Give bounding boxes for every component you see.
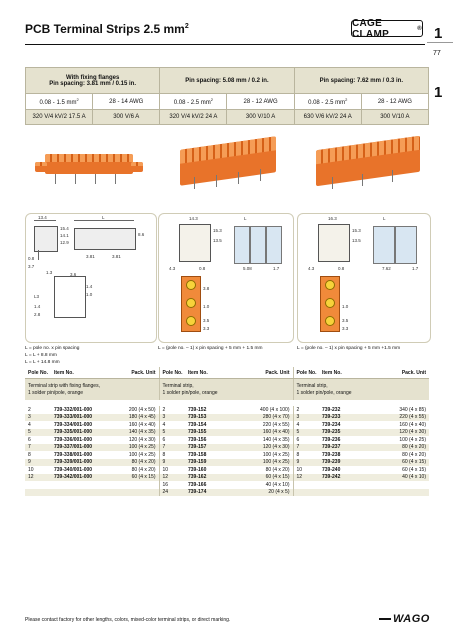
cell-item: 739-152	[188, 406, 207, 413]
cell-item: 739-159	[185, 459, 247, 467]
cell-pack: 120 (4 x 30)	[381, 429, 429, 437]
col-pole: Pole No.	[25, 367, 51, 379]
cell-item: 739-338/001-000	[54, 451, 93, 458]
dim-label: 15.3	[213, 228, 222, 233]
cell-pack: 280 (4 x 70)	[247, 414, 293, 422]
cell-pole: 3	[293, 414, 319, 422]
cell-pack: 40 (4 x 10)	[247, 481, 293, 489]
table-row	[25, 429, 429, 437]
ordering-table	[25, 367, 429, 496]
table-row	[25, 414, 429, 422]
cell-pack: 60 (4 x 15)	[402, 466, 426, 473]
page-number: 77	[433, 50, 441, 57]
cell-pole: 12	[25, 474, 51, 482]
page-title	[25, 22, 189, 36]
cell-pole: 4	[28, 421, 31, 428]
table-row	[25, 466, 429, 474]
dim-label: 3.7	[28, 264, 35, 269]
cell-item: 739-242	[319, 474, 381, 482]
clamp-opening	[186, 316, 196, 326]
cell-pack: 100 (4 x 25)	[247, 459, 293, 467]
cell-pack: 80 (4 x 20)	[402, 451, 426, 458]
cell-pack: 120 (4 x 30)	[117, 436, 159, 444]
side-view	[34, 226, 58, 252]
cell-pole	[25, 481, 51, 489]
dim-label: 0.8	[199, 266, 206, 271]
dim-label: 12.9	[60, 240, 69, 245]
desc-line: 1 solder pin/pole, orange	[28, 389, 84, 396]
cell-item: 739-232	[322, 406, 341, 413]
cell-item	[51, 481, 117, 489]
table-row	[25, 436, 429, 444]
side-view	[179, 224, 211, 262]
cell-pack: 140 (4 x 35)	[247, 436, 293, 444]
cell-pack: 200 (4 x 50)	[117, 406, 159, 414]
cell-item: 739-166	[188, 481, 207, 488]
spec-ul-3: 300 V/10 A	[361, 110, 428, 125]
desc-line: 1 solder pin/pole, orange	[296, 389, 352, 396]
cell-pole: 12	[293, 474, 319, 482]
dim-label: 4.3	[308, 266, 315, 271]
description-row	[25, 379, 429, 401]
cell-item: 739-240	[322, 466, 341, 473]
pcb-layout	[54, 276, 86, 318]
cage-clamp-logo	[351, 17, 423, 40]
cell-pack	[381, 489, 429, 497]
spec-rating-3: 630 V/6 kV/2 24 A	[294, 110, 361, 125]
dim-label: 3.6	[70, 272, 77, 277]
cell-item: 739-157	[185, 444, 247, 452]
spec-mm-sup-2: 2	[210, 97, 214, 102]
cell-item: 739-336/001-000	[54, 436, 93, 443]
cell-pack: 120 (4 x 30)	[247, 444, 293, 452]
cell-pack: 80 (4 x 20)	[117, 459, 159, 467]
dim-label: 1.4	[86, 284, 93, 289]
dim-label: 1.7	[273, 266, 280, 271]
cell-pole: 2	[296, 406, 300, 413]
cell-pack	[117, 489, 159, 497]
dim-label: 3.81	[112, 254, 121, 259]
formula-text: L = L + 8.8 mm	[25, 353, 57, 358]
spec-group-2-title: Pin spacing: 5.08 mm / 0.2 in.	[160, 68, 294, 94]
formula-left	[25, 345, 79, 366]
desc-2	[159, 379, 293, 401]
photo-pin	[55, 174, 56, 184]
clamp-opening	[325, 280, 335, 290]
col-item: Item No.	[319, 367, 381, 379]
dim-label: 13.5	[213, 238, 222, 243]
dim-label: 1.0	[203, 304, 210, 309]
desc-line: 1 solder pin/pole, orange	[162, 389, 218, 396]
spec-mm-3: 0.08 - 2.5 mm	[308, 100, 346, 106]
cell-item: 739-233	[319, 414, 381, 422]
spec-group-1-title	[26, 68, 160, 94]
cell-item: 739-174	[185, 489, 247, 497]
spec-mm	[26, 94, 93, 110]
table-row	[25, 421, 429, 429]
cell-pole: 3	[159, 414, 185, 422]
cell-item: 739-333/001-000	[51, 414, 117, 422]
dim-label: 0.8	[338, 266, 345, 271]
table-row	[25, 451, 429, 459]
cell-pole: 8	[296, 451, 300, 458]
dim-label: 15.4	[60, 226, 69, 231]
table-row	[25, 459, 429, 467]
cell-pole: 5	[25, 429, 51, 437]
dim-label: 3.3	[203, 326, 210, 331]
cell-item: 739-236	[322, 436, 341, 443]
cell-pack: 60 (4 x 15)	[381, 459, 429, 467]
dim-label: L3	[34, 294, 40, 299]
cell-pole: 6	[28, 436, 31, 443]
cell-pole: 10	[162, 466, 169, 473]
cell-pole: 7	[293, 444, 319, 452]
dim-label: 3.5	[342, 318, 349, 323]
cell-item: 739-156	[188, 436, 207, 443]
section-number: 1	[434, 25, 443, 42]
dim-label: 13.4	[38, 215, 47, 220]
cell-pack: 160 (4 x 40)	[247, 429, 293, 437]
cell-item: 739-335/001-000	[51, 429, 117, 437]
desc-1	[25, 379, 159, 401]
front-cell	[395, 226, 417, 264]
cell-item: 739-332/001-000	[54, 406, 93, 413]
dim-label: 3.3	[342, 326, 349, 331]
desc-line: Terminal strip,	[162, 383, 194, 389]
dimension-drawing-flanged	[25, 213, 157, 343]
footer-note: Please contact factory for other lengths, colors, mixed-color terminal strips, or direct marking.	[25, 617, 231, 623]
col-item: Item No.	[185, 367, 247, 379]
clamp-opening	[325, 298, 335, 308]
product-photo-5mm	[172, 137, 284, 195]
cell-item: 739-154	[188, 421, 207, 428]
cell-pole: 6	[162, 436, 166, 443]
cell-pole: 3	[25, 414, 51, 422]
cell-pole: 2	[28, 406, 31, 413]
cell-pack: 80 (4 x 20)	[117, 466, 159, 474]
photo-pin	[260, 169, 261, 181]
spec-mm	[160, 94, 227, 110]
dim-label: 3.5	[203, 318, 210, 323]
spec-rating-2: 320 V/4 kV/2 24 A	[160, 110, 227, 125]
cell-pack: 160 (4 x 40)	[399, 421, 426, 428]
cell-pole	[293, 481, 319, 489]
dim-label: 5.08	[243, 266, 252, 271]
formula-line	[25, 359, 79, 366]
dim-label: 1.0	[342, 304, 349, 309]
table-header-row	[25, 367, 429, 379]
spec-group-3-title: Pin spacing: 7.62 mm / 0.3 in.	[294, 68, 428, 94]
cell-pack: 400 (4 x 100)	[247, 406, 293, 414]
photo-pin	[115, 174, 116, 184]
cell-pack: 40 (4 x 10)	[381, 474, 429, 482]
spec-mm-sup-1: 2	[76, 97, 79, 102]
table-row	[25, 444, 429, 452]
front-cell	[250, 226, 266, 264]
section-tab-divider	[427, 42, 453, 43]
cell-item: 739-337/001-000	[51, 444, 117, 452]
dim-label: 3.81	[86, 254, 95, 259]
photo-pin	[332, 177, 333, 189]
spec-mm	[294, 94, 361, 110]
photo-pin	[75, 174, 76, 184]
dim-line	[74, 220, 134, 221]
front-cell	[266, 226, 282, 264]
photo-flange-left	[35, 162, 47, 172]
spec-header-row	[26, 68, 429, 94]
spec-rating-row	[26, 110, 429, 125]
col-pack: Pack. Unit	[117, 367, 159, 379]
dim-label: 15.3	[352, 228, 361, 233]
cell-item: 739-339/001-000	[51, 459, 117, 467]
cell-pack: 100 (4 x 25)	[247, 451, 293, 459]
spec-wire-row	[26, 94, 429, 110]
spec-mm-sup-3: 2	[345, 97, 348, 102]
front-cell	[234, 226, 250, 264]
dim-label: L	[102, 215, 105, 220]
spec-table	[25, 67, 429, 125]
wago-logo: WAGO	[393, 613, 430, 625]
cell-pack: 180 (4 x 45)	[117, 414, 159, 422]
table-row	[25, 406, 429, 414]
dim-label: 1.0	[86, 292, 93, 297]
spec-group-1-line2: Pin spacing: 3.81 mm / 0.15 in.	[49, 80, 136, 87]
front-cell	[373, 226, 395, 264]
cell-pole: 2	[162, 406, 166, 413]
cell-pole: 8	[162, 451, 166, 458]
cell-pack: 100 (4 x 25)	[117, 451, 159, 459]
table-row	[25, 481, 429, 489]
desc-line: Terminal strip with fixing flanges,	[28, 383, 100, 389]
dim-label: 2.8	[34, 312, 41, 317]
cell-pole: 10	[296, 466, 303, 473]
dim-label: 0.8	[28, 256, 35, 261]
col-pack: Pack. Unit	[381, 367, 429, 379]
logo-text: CAGE CLAMP	[352, 17, 390, 40]
col-pole: Pole No.	[159, 367, 185, 379]
formula-text: L = L + 14.8 mm	[25, 360, 60, 365]
cell-pole: 5	[159, 429, 185, 437]
clamp-opening	[186, 280, 196, 290]
formula-right: L = (pole no. – 1) x pin spacing + 5 mm +1.5 mm	[297, 346, 401, 351]
dim-label: 7.62	[382, 266, 391, 271]
cell-pole	[293, 489, 319, 497]
photo-pin	[216, 175, 217, 187]
dim-label: 1.4	[34, 304, 41, 309]
photo-pin	[194, 177, 195, 189]
spec-awg-3: 28 - 12 AWG	[361, 94, 428, 110]
dimension-drawing-5mm	[158, 213, 294, 343]
cell-pack: 100 (4 x 25)	[117, 444, 159, 452]
cell-item: 739-160	[188, 466, 207, 473]
cell-pole	[25, 489, 51, 497]
photo-pin	[95, 174, 96, 184]
product-photo-flanged	[35, 148, 145, 190]
dim-label: 3.8	[203, 286, 210, 291]
dim-label: 8.6	[138, 232, 145, 237]
cell-pack: 60 (4 x 15)	[117, 474, 159, 482]
cell-item: 739-235	[319, 429, 381, 437]
spec-group-1-line1: With fixing flanges	[66, 74, 120, 81]
col-item: Item No.	[51, 367, 117, 379]
formula-line	[25, 352, 79, 359]
header-rule	[25, 44, 425, 45]
cell-pack: 140 (4 x 35)	[117, 429, 159, 437]
dimension-drawing-7mm	[297, 213, 431, 343]
cell-item	[319, 489, 381, 497]
cell-pole: 7	[159, 444, 185, 452]
cell-pole: 4	[162, 421, 166, 428]
photo-pin	[238, 172, 239, 184]
dim-line	[34, 220, 56, 221]
dim-label: 16.3	[328, 216, 337, 221]
cell-pole: 4	[296, 421, 300, 428]
front-view	[74, 228, 136, 250]
cell-pole: 12	[159, 474, 185, 482]
cell-pole: 7	[25, 444, 51, 452]
logo-sup: ®	[417, 25, 422, 32]
spec-mm-1: 0.08 - 1.5 mm	[39, 100, 77, 106]
spec-ul-1: 300 V/6 A	[93, 110, 160, 125]
cell-pack: 220 (4 x 55)	[247, 421, 293, 429]
cell-pole: 9	[293, 459, 319, 467]
pin-line	[38, 250, 39, 260]
clamp-opening	[325, 316, 335, 326]
dim-label: 4.3	[169, 266, 176, 271]
dim-label: L	[383, 216, 386, 221]
cell-item: 739-340/001-000	[54, 466, 93, 473]
cell-pole: 24	[159, 489, 185, 497]
cell-pack: 340 (4 x 85)	[399, 406, 426, 413]
cell-pole: 5	[293, 429, 319, 437]
cell-pack	[381, 481, 429, 489]
cell-pack: 80 (4 x 20)	[381, 444, 429, 452]
cell-item	[51, 489, 117, 497]
dim-label: 14.1	[60, 233, 69, 238]
cell-item: 739-234	[322, 421, 341, 428]
cell-pole: 6	[296, 436, 300, 443]
cell-item: 739-334/001-000	[54, 421, 93, 428]
side-view	[318, 224, 350, 262]
dim-label: 14.3	[189, 216, 198, 221]
cell-item: 739-238	[322, 451, 341, 458]
dim-label: 1.3	[46, 270, 53, 275]
photo-pin	[362, 174, 363, 186]
spec-mm-2: 0.08 - 2.5 mm	[173, 100, 211, 106]
spec-awg-1: 28 - 14 AWG	[93, 94, 160, 110]
cell-pack: 20 (4 x 5)	[247, 489, 293, 497]
cell-item: 739-153	[185, 414, 247, 422]
cell-item: 739-239	[319, 459, 381, 467]
cell-item: 739-342/001-000	[51, 474, 117, 482]
dim-label: L	[244, 216, 247, 221]
cell-item: 739-237	[319, 444, 381, 452]
table-row	[25, 489, 429, 497]
formula-line: L = pole no. x pin spacing	[25, 346, 80, 351]
cell-pole: 9	[25, 459, 51, 467]
cell-item	[319, 481, 381, 489]
product-photo-7mm	[310, 137, 426, 195]
spec-rating-1: 320 V/4 kV/2 17.5 A	[26, 110, 93, 125]
photo-pin	[392, 170, 393, 182]
cell-pole: 16	[162, 481, 169, 488]
desc-line: Terminal strip,	[296, 383, 328, 389]
desc-3	[293, 379, 429, 401]
cell-pack: 80 (4 x 20)	[247, 466, 293, 474]
cell-pack: 100 (4 x 25)	[399, 436, 426, 443]
dim-label: 1.7	[412, 266, 419, 271]
cell-pack: 160 (4 x 40)	[117, 421, 159, 429]
cell-item: 739-158	[188, 451, 207, 458]
spec-ul-2: 300 V/10 A	[227, 110, 294, 125]
clamp-opening	[186, 298, 196, 308]
photo-flange-right	[131, 162, 143, 172]
section-number-tab: 1	[434, 84, 443, 101]
formula-mid: L = (pole no. – 1) x pin spacing + 5 mm + 1.5 mm	[158, 346, 263, 351]
table-row	[25, 474, 429, 482]
cell-pack	[117, 481, 159, 489]
col-pack: Pack. Unit	[247, 367, 293, 379]
cell-pack: 220 (4 x 55)	[381, 414, 429, 422]
title-text: PCB Terminal Strips 2.5 mm	[25, 22, 185, 36]
cell-item: 739-162	[185, 474, 247, 482]
col-pole: Pole No.	[293, 367, 319, 379]
cell-item: 739-155	[185, 429, 247, 437]
title-sup: 2	[184, 23, 189, 30]
dim-label: 13.5	[352, 238, 361, 243]
cell-pole: 8	[28, 451, 31, 458]
photo-terminal-body	[45, 154, 133, 174]
cell-pole: 9	[159, 459, 185, 467]
cell-pack: 60 (4 x 15)	[247, 474, 293, 482]
spec-awg-2: 28 - 12 AWG	[227, 94, 294, 110]
cell-pole: 10	[28, 466, 34, 473]
